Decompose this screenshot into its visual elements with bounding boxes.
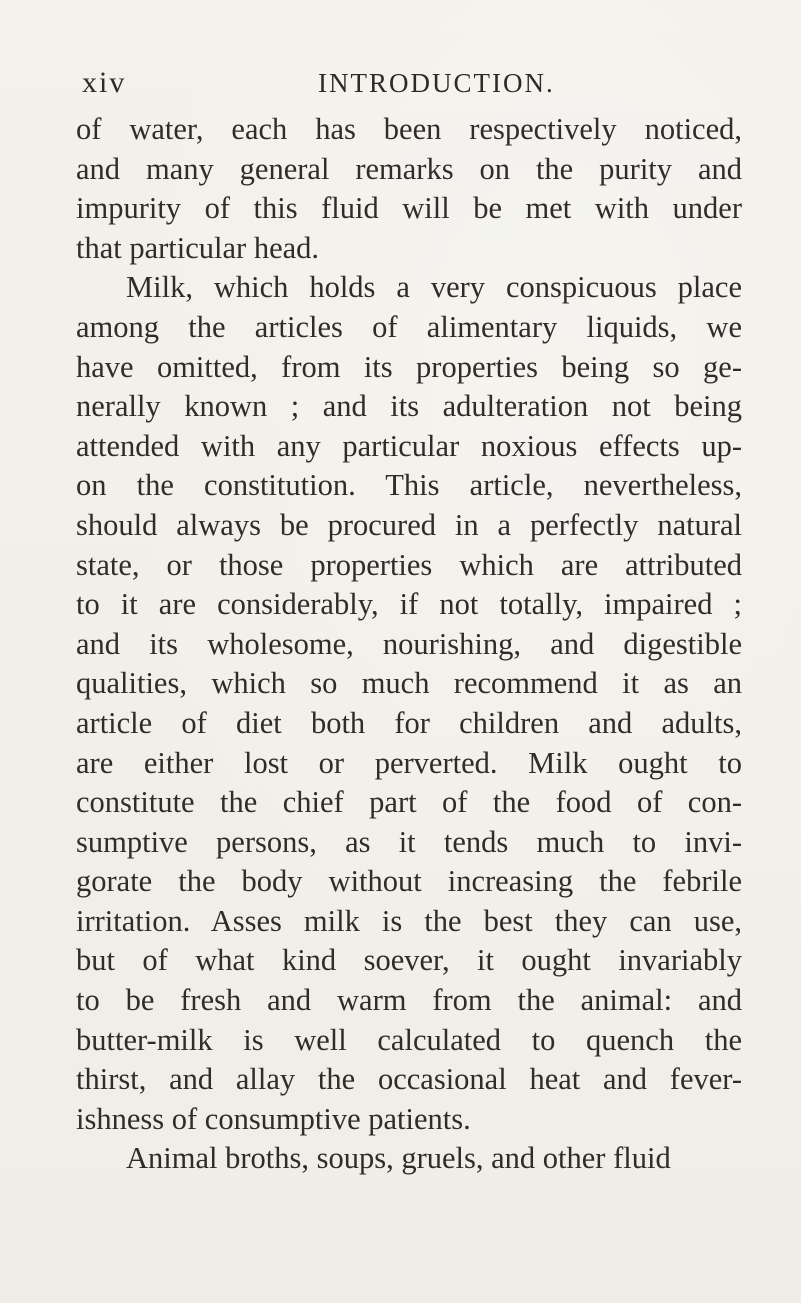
text-line: to it are considerably, if not totally, impaired ; (76, 587, 742, 622)
text-line: have omitted, from its properties being so ge- (76, 349, 742, 384)
text-line: are either lost or perverted. Milk ought to (76, 745, 742, 780)
text-line: sumptive persons, as it tends much to invi- (76, 824, 742, 859)
text-line: thirst, and allay the occasional heat and fever- (76, 1062, 742, 1097)
text-line: should always be procured in a perfectly natural (76, 507, 742, 542)
text-line: irritation. Asses milk is the best they can use, (76, 903, 742, 938)
text-line: Milk, which holds a very conspicuous place (126, 270, 742, 305)
page-number: xiv (82, 66, 127, 99)
text-line: constitute the chief part of the food of con- (76, 785, 742, 820)
text-line: of water, each has been respectively noticed, (76, 112, 742, 146)
text-line: Animal broths, soups, gruels, and other fluid (126, 1141, 671, 1176)
text-line: and many general remarks on the purity and (76, 151, 742, 186)
running-head (82, 66, 741, 100)
text-line: ishness of consumptive patients. (76, 1101, 471, 1136)
text-line: attended with any particular noxious effects up- (76, 428, 742, 463)
text-line: among the articles of alimentary liquids, we (76, 309, 742, 344)
text-line: state, or those properties which are attributed (76, 547, 742, 582)
text-line: qualities, which so much recommend it as an (76, 666, 742, 701)
running-title: INTRODUCTION. (318, 68, 555, 98)
body-text (76, 110, 742, 1179)
text-line: to be fresh and warm from the animal: and (76, 983, 742, 1018)
text-line: but of what kind soever, it ought invariably (76, 943, 742, 978)
text-line: article of diet both for children and adults, (76, 705, 742, 740)
text-line: impurity of this fluid will be met with under (76, 191, 742, 226)
text-line: butter-milk is well calculated to quench the (76, 1022, 742, 1057)
text-line: gorate the body without increasing the febrile (76, 864, 742, 899)
text-line: that particular head. (76, 230, 320, 265)
text-line: on the constitution. This article, nevertheless, (76, 468, 742, 503)
text-line: and its wholesome, nourishing, and digestible (76, 626, 742, 661)
text-line: nerally known ; and its adulteration not being (76, 389, 742, 424)
